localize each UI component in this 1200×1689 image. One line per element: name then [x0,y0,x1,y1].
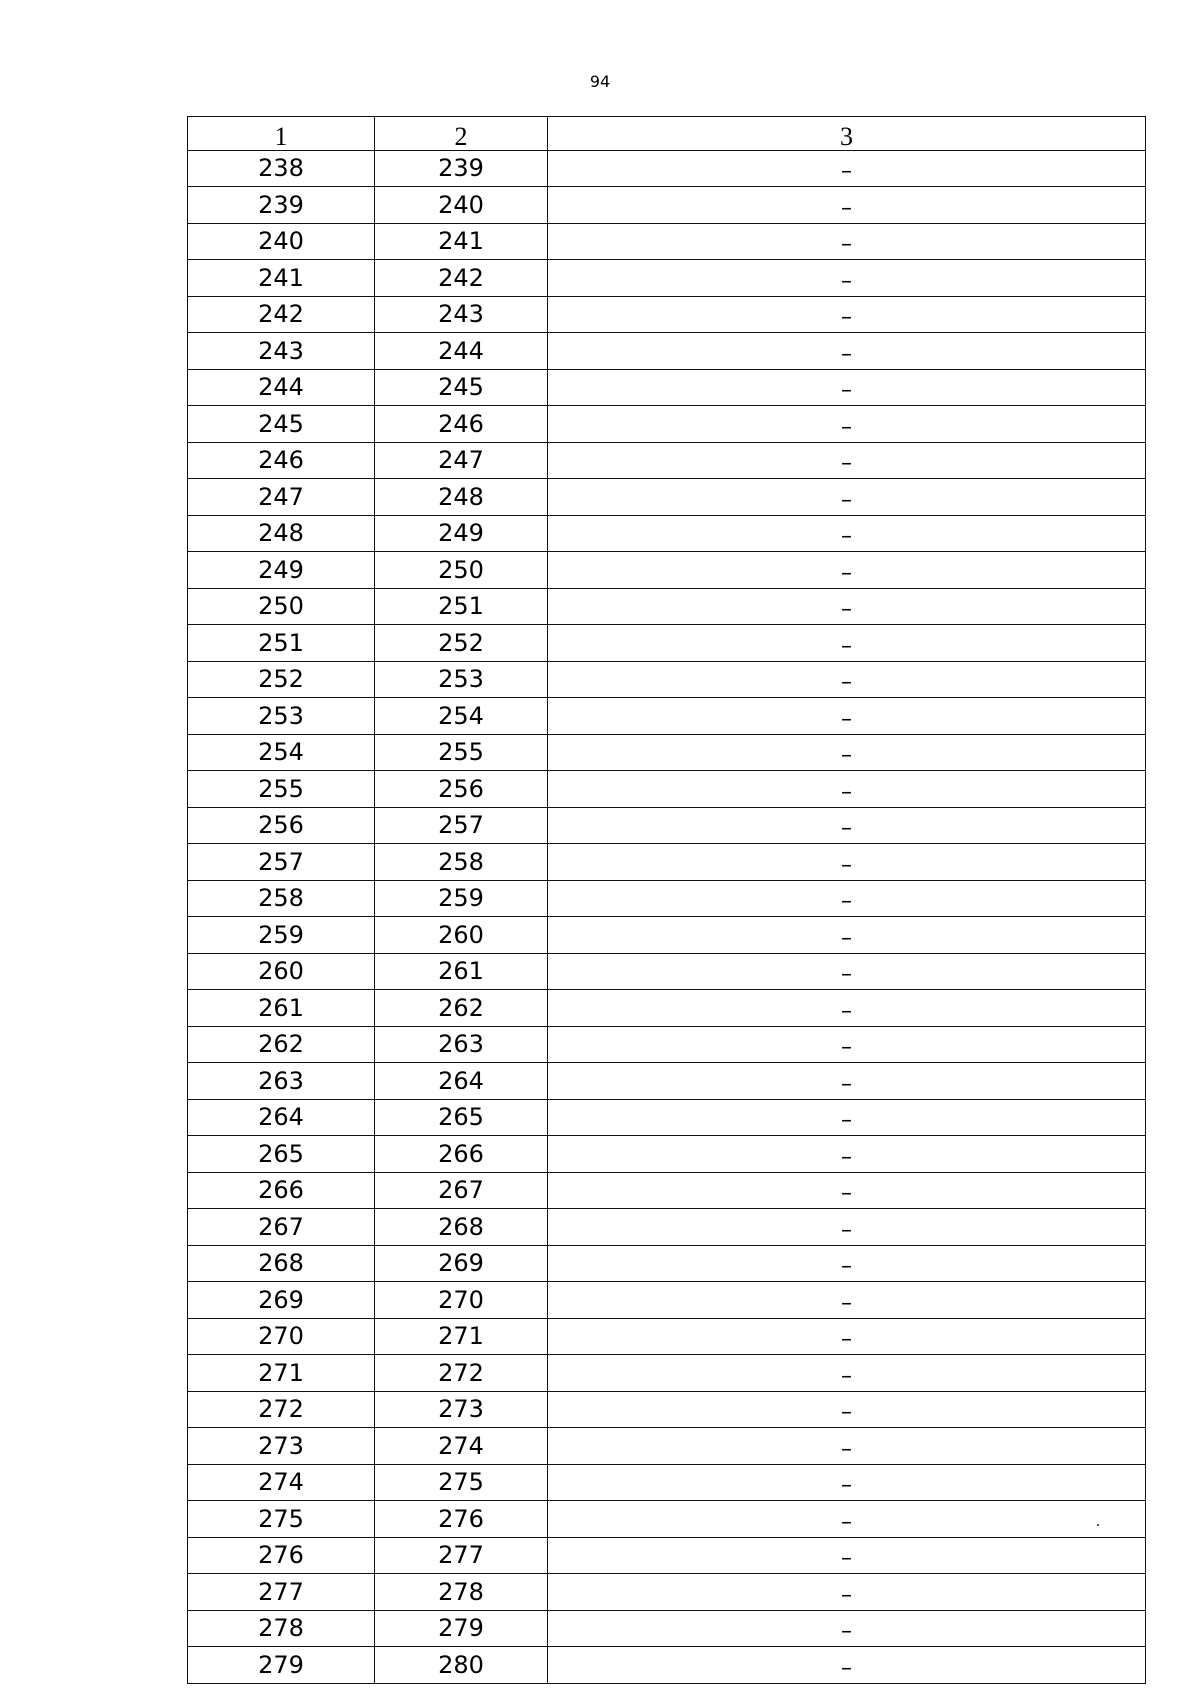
table-cell-col3: – [548,1537,1146,1574]
table-row [188,880,1146,917]
table-cell-col1: 251 [188,625,375,662]
table-row [188,552,1146,589]
table-cell-col2: 277 [375,1537,548,1574]
table-cell-col1: 255 [188,771,375,808]
table-cell-col1: 273 [188,1428,375,1465]
table-cell-col3: – [548,406,1146,443]
table-cell-col3: – [548,1282,1146,1319]
table-row [188,150,1146,187]
table-row [188,1136,1146,1173]
table-cell-col3: – [548,1245,1146,1282]
table-cell-col3: – [548,1063,1146,1100]
table-cell-col1: 257 [188,844,375,881]
table-cell-col1: 268 [188,1245,375,1282]
table-cell-col3: – [548,150,1146,187]
table-cell-col1: 252 [188,661,375,698]
table-row [188,1245,1146,1282]
table-cell-col1: 238 [188,150,375,187]
table-cell-col2: 268 [375,1209,548,1246]
table-row [188,223,1146,260]
stray-dot-mark [1097,1524,1099,1526]
table-cell-col2: 265 [375,1099,548,1136]
data-table [187,116,1146,1684]
table-cell-col1: 262 [188,1026,375,1063]
table-row [188,442,1146,479]
table-cell-col2: 272 [375,1355,548,1392]
table-row [188,187,1146,224]
table-cell-col2: 245 [375,369,548,406]
table-cell-col1: 248 [188,515,375,552]
table-cell-col2: 269 [375,1245,548,1282]
table-cell-col1: 260 [188,953,375,990]
table-row [188,588,1146,625]
table-body [188,150,1146,1683]
header-row [188,117,1146,151]
table-cell-col2: 263 [375,1026,548,1063]
table-cell-col2: 243 [375,296,548,333]
table-cell-col2: 246 [375,406,548,443]
table-cell-col2: 267 [375,1172,548,1209]
table-cell-col1: 272 [188,1391,375,1428]
table-cell-col3: – [548,698,1146,735]
table-cell-col2: 240 [375,187,548,224]
table-cell-col1: 240 [188,223,375,260]
table-cell-col2: 253 [375,661,548,698]
table-cell-col1: 261 [188,990,375,1027]
table-cell-col2: 250 [375,552,548,589]
table-row [188,990,1146,1027]
table-cell-col2: 276 [375,1501,548,1538]
table-row [188,333,1146,370]
table-cell-col1: 266 [188,1172,375,1209]
table-row [188,661,1146,698]
table-cell-col3: – [548,917,1146,954]
table-cell-col1: 277 [188,1574,375,1611]
table-cell-col3: – [548,1026,1146,1063]
table-row [188,1282,1146,1319]
table-cell-col2: 279 [375,1610,548,1647]
table-row [188,1063,1146,1100]
table-cell-col1: 239 [188,187,375,224]
table-row [188,515,1146,552]
table-cell-col1: 247 [188,479,375,516]
table-cell-col3: – [548,661,1146,698]
table-cell-col1: 275 [188,1501,375,1538]
table-row [188,625,1146,662]
table-cell-col3: – [548,880,1146,917]
table-row [188,260,1146,297]
table-cell-col3: – [548,369,1146,406]
table-cell-col3: – [548,990,1146,1027]
table-row [188,698,1146,735]
table-cell-col2: 264 [375,1063,548,1100]
table-cell-col2: 270 [375,1282,548,1319]
table-cell-col2: 239 [375,150,548,187]
table-cell-col2: 278 [375,1574,548,1611]
table-cell-col3: – [548,1391,1146,1428]
column-header-1: 1 [188,117,375,151]
table-cell-col2: 242 [375,260,548,297]
table-row [188,1318,1146,1355]
table-row [188,1428,1146,1465]
table-cell-col3: – [548,588,1146,625]
table-row [188,917,1146,954]
table-cell-col1: 274 [188,1464,375,1501]
table-cell-col3: – [548,223,1146,260]
table-row [188,1464,1146,1501]
table-cell-col3: – [548,515,1146,552]
table-row [188,1501,1146,1538]
table-cell-col2: 249 [375,515,548,552]
table-cell-col3: – [548,625,1146,662]
table-row [188,1355,1146,1392]
table-cell-col1: 267 [188,1209,375,1246]
table-cell-col2: 274 [375,1428,548,1465]
table-cell-col2: 255 [375,734,548,771]
table-cell-col2: 254 [375,698,548,735]
table-cell-col1: 245 [188,406,375,443]
table-cell-col2: 257 [375,807,548,844]
table-cell-col2: 273 [375,1391,548,1428]
table-cell-col2: 247 [375,442,548,479]
table-cell-col3: – [548,260,1146,297]
table-row [188,1647,1146,1684]
table-cell-col2: 252 [375,625,548,662]
table-cell-col3: – [548,333,1146,370]
table-header [188,117,1146,151]
table-row [188,1537,1146,1574]
column-header-2: 2 [375,117,548,151]
table-row [188,1391,1146,1428]
table-cell-col3: – [548,1647,1146,1684]
table-cell-col1: 263 [188,1063,375,1100]
table-row [188,844,1146,881]
table-cell-col3: – [548,807,1146,844]
table-cell-col1: 258 [188,880,375,917]
table-row [188,1610,1146,1647]
table-cell-col1: 259 [188,917,375,954]
table-cell-col2: 256 [375,771,548,808]
table-cell-col1: 241 [188,260,375,297]
table-row [188,771,1146,808]
table-cell-col3: – [548,552,1146,589]
table-cell-col3: – [548,1136,1146,1173]
table-cell-col3: – [548,1574,1146,1611]
table-cell-col2: 262 [375,990,548,1027]
table-cell-col2: 260 [375,917,548,954]
table-cell-col1: 271 [188,1355,375,1392]
table-row [188,734,1146,771]
table-cell-col1: 276 [188,1537,375,1574]
table-cell-col1: 243 [188,333,375,370]
table-cell-col3: – [548,1464,1146,1501]
table-cell-col1: 278 [188,1610,375,1647]
table-cell-col2: 275 [375,1464,548,1501]
table-cell-col2: 259 [375,880,548,917]
table-cell-col3: – [548,1099,1146,1136]
table-cell-col1: 249 [188,552,375,589]
table-cell-col2: 280 [375,1647,548,1684]
table-row [188,1574,1146,1611]
table-cell-col3: – [548,1172,1146,1209]
table-cell-col3: – [548,479,1146,516]
table-cell-col2: 241 [375,223,548,260]
table-cell-col3: – [548,953,1146,990]
column-header-3: 3 [548,117,1146,151]
table-cell-col1: 253 [188,698,375,735]
table-cell-col3: – [548,844,1146,881]
table-cell-col3: – [548,1355,1146,1392]
table-cell-col2: 244 [375,333,548,370]
table-cell-col1: 265 [188,1136,375,1173]
table-cell-col1: 254 [188,734,375,771]
table-cell-col3: – [548,296,1146,333]
table-cell-col2: 271 [375,1318,548,1355]
table-cell-col1: 270 [188,1318,375,1355]
table-cell-col1: 269 [188,1282,375,1319]
table-row [188,1172,1146,1209]
table-cell-col3: – [548,1209,1146,1246]
table-cell-col2: 266 [375,1136,548,1173]
table-row [188,406,1146,443]
table-row [188,369,1146,406]
table-cell-col3: – [548,1428,1146,1465]
table-cell-col3: – [548,734,1146,771]
table-cell-col1: 244 [188,369,375,406]
table-cell-col3: – [548,1610,1146,1647]
table-cell-col1: 256 [188,807,375,844]
table-row [188,1099,1146,1136]
table-row [188,1026,1146,1063]
table-cell-col2: 248 [375,479,548,516]
page-number: 94 [589,72,611,91]
table-cell-col3: – [548,771,1146,808]
table-cell-col3: – [548,1501,1146,1538]
table-row [188,1209,1146,1246]
table-cell-col3: – [548,1318,1146,1355]
table-row [188,479,1146,516]
table-cell-col2: 251 [375,588,548,625]
table-cell-col3: – [548,187,1146,224]
table-cell-col1: 250 [188,588,375,625]
table-cell-col1: 242 [188,296,375,333]
table-cell-col2: 258 [375,844,548,881]
table-cell-col1: 246 [188,442,375,479]
table-cell-col3: – [548,442,1146,479]
table-row [188,953,1146,990]
table-row [188,296,1146,333]
table-cell-col2: 261 [375,953,548,990]
table-row [188,807,1146,844]
table-cell-col1: 264 [188,1099,375,1136]
table-cell-col1: 279 [188,1647,375,1684]
